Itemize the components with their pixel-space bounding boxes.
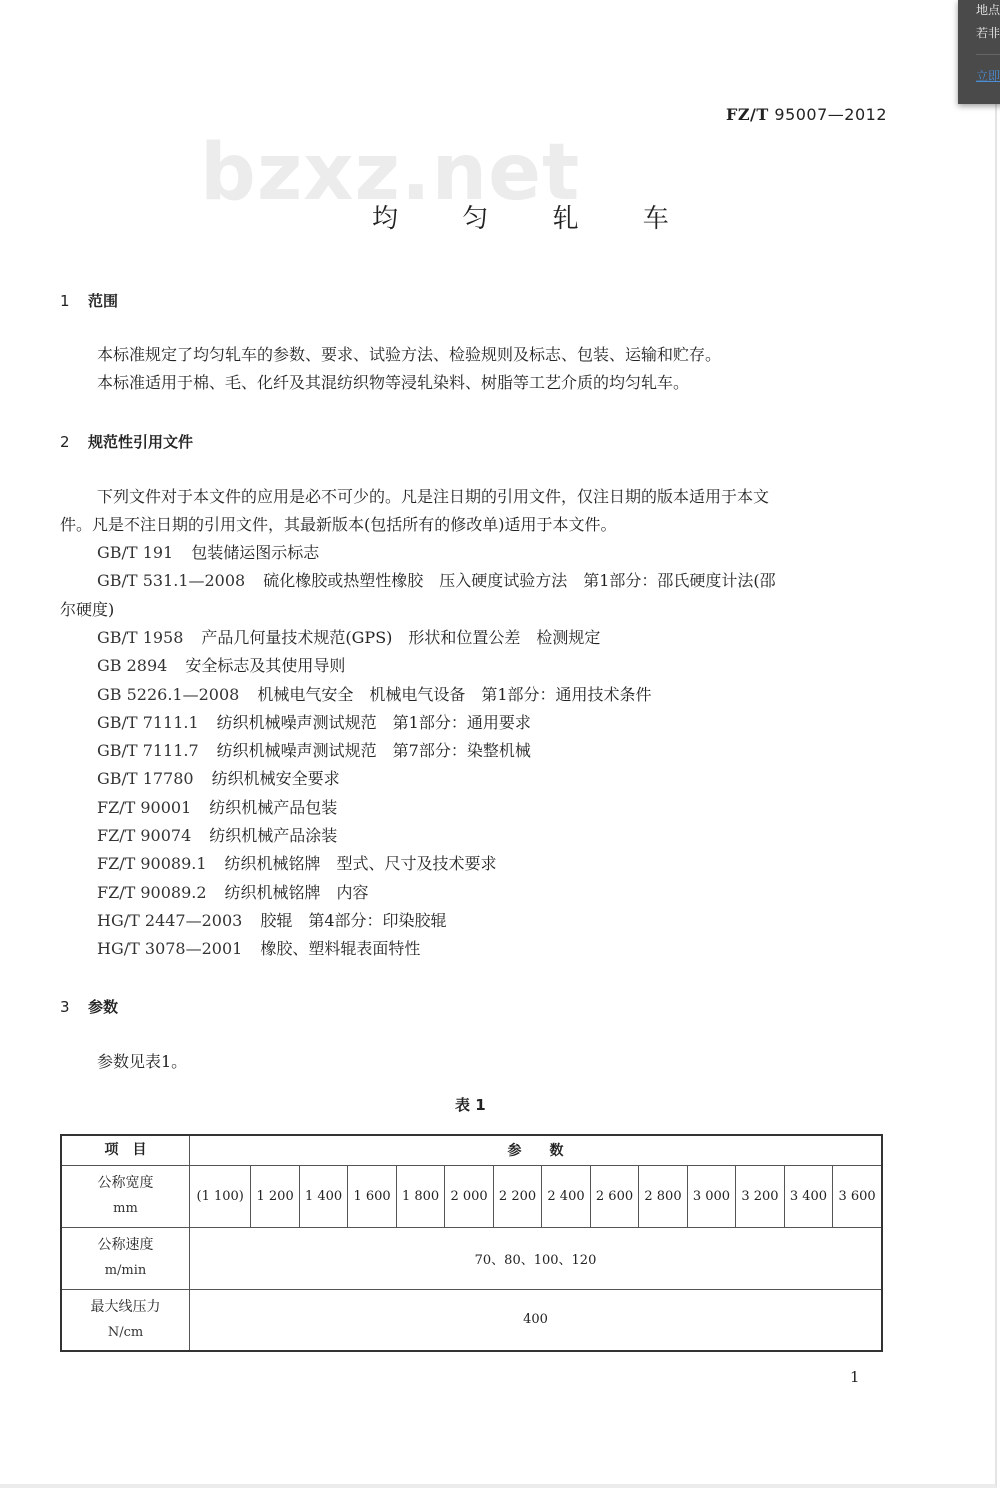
section-number: 2: [60, 433, 70, 451]
reference-title: 胶辊 第4部分：印染胶辊: [260, 910, 447, 930]
reference-title: 纺织机械噪声测试规范 第7部分：染整机械: [216, 741, 531, 761]
section-number: 3: [60, 998, 70, 1016]
reference-title: 纺织机械产品包装: [209, 797, 338, 817]
width-value-cell: 2 000: [445, 1165, 493, 1227]
width-value-cell: 3 600: [833, 1165, 882, 1227]
reference-item: [97, 907, 447, 935]
parameters-paragraph: 参数见表1。: [97, 1052, 188, 1071]
document-title: 均 匀 轧 车: [372, 204, 697, 234]
width-value-cell: 3 000: [687, 1165, 735, 1227]
popup-line-1: 地点: [976, 3, 1000, 17]
reference-item: [97, 709, 531, 737]
reference-code: GB/T 191: [97, 543, 174, 562]
header-params: 参 数: [190, 1135, 883, 1165]
section-3-heading: [60, 996, 118, 1017]
reference-item: [97, 624, 600, 652]
reference-code: FZ/T 90089.1: [97, 854, 207, 874]
table-header-row: [61, 1135, 882, 1165]
reference-code: HG/T 3078—2001: [97, 939, 243, 959]
width-value-cell: 3 400: [784, 1165, 832, 1227]
section-2-heading: [60, 431, 193, 452]
row-unit: m/min: [104, 1263, 147, 1278]
width-value-cell: 2 400: [542, 1165, 590, 1227]
pressure-value: 400: [190, 1289, 883, 1351]
reference-item: [97, 765, 340, 793]
row-label-speed: [61, 1227, 190, 1289]
row-label-width: [61, 1165, 190, 1227]
reference-item: [97, 567, 776, 595]
header-item: 项 目: [61, 1135, 190, 1165]
reference-title: 橡胶、塑料辊表面特性: [260, 939, 421, 959]
section-number: 1: [60, 292, 70, 310]
width-value-cell: 1 400: [299, 1165, 347, 1227]
width-value-cell: 1 800: [396, 1165, 444, 1227]
row-unit: mm: [113, 1201, 138, 1216]
width-value-cell: 1 200: [251, 1165, 299, 1227]
reference-item: [97, 539, 319, 567]
reference-item: [97, 879, 369, 907]
row-unit: N/cm: [107, 1324, 144, 1340]
reference-item: [97, 850, 497, 878]
reference-title: 产品几何量技术规范(GPS) 形状和位置公差 检测规定: [201, 627, 601, 647]
table-caption: 表 1: [455, 1096, 486, 1114]
speed-value: 70、80、100、120: [190, 1227, 883, 1289]
section-title: 范围: [88, 292, 119, 310]
reference-code: GB/T 7111.7: [97, 741, 199, 761]
table-row-pressure: [61, 1289, 882, 1351]
reference-code: GB/T 17780: [97, 769, 194, 789]
page-number: 1: [850, 1368, 860, 1386]
notification-popup: [958, 0, 1000, 104]
width-value-cell: 3 200: [736, 1165, 784, 1227]
width-value-cell: 2 200: [493, 1165, 541, 1227]
row-label: 公称速度: [97, 1237, 154, 1253]
reference-code: GB 2894: [97, 656, 168, 676]
reference-title: 纺织机械噪声测试规范 第1部分：通用要求: [216, 712, 531, 732]
popup-line-2: 若非: [976, 26, 1000, 40]
reference-code: GB/T 1958: [97, 627, 184, 647]
width-value-cell: (1 100): [190, 1165, 251, 1227]
reference-title: 纺织机械安全要求: [211, 769, 340, 789]
reference-title: 包装储运图示标志: [191, 543, 320, 562]
standard-code: [726, 105, 887, 124]
reference-code: HG/T 2447—2003: [97, 910, 243, 930]
width-value-cell: 1 600: [348, 1165, 396, 1227]
reference-code: FZ/T 90074: [97, 826, 192, 845]
reference-title: 纺织机械产品涂装: [209, 826, 338, 845]
reference-title: 硫化橡胶或热塑性橡胶 压入硬度试验方法 第1部分：邵氏硬度计法(邵: [263, 571, 776, 591]
reference-code: FZ/T 90001: [97, 797, 192, 817]
reference-title: 安全标志及其使用导则: [185, 656, 346, 676]
reference-item: [97, 935, 420, 963]
section-title: 规范性引用文件: [88, 433, 194, 451]
scope-paragraph-2: 本标准适用于棉、毛、化纤及其混纺织物等浸轧染料、树脂等工艺介质的均匀轧车。: [97, 373, 690, 392]
scope-paragraph-1: 本标准规定了均匀轧车的参数、要求、试验方法、检验规则及标志、包装、运输和贮存。: [97, 345, 722, 364]
table-row-width: [61, 1165, 882, 1227]
reference-item: [97, 794, 337, 822]
reference-item: [97, 737, 531, 765]
width-value-cell: 2 600: [590, 1165, 638, 1227]
row-label: 最大线压力: [90, 1298, 161, 1315]
reference-item: [97, 681, 652, 709]
section-title: 参数: [88, 998, 119, 1016]
reference-code: GB/T 7111.1: [97, 712, 199, 732]
reference-title: 纺织机械铭牌 内容: [224, 882, 369, 902]
reference-title: 机械电气安全 机械电气设备 第1部分：通用技术条件: [257, 684, 652, 704]
standard-code-prefix: FZ/T: [726, 105, 769, 124]
reference-code: GB/T 531.1—2008: [97, 571, 246, 591]
row-label: 公称宽度: [97, 1175, 154, 1191]
row-label-pressure: [61, 1289, 190, 1351]
reference-code: GB 5226.1—2008: [97, 684, 240, 704]
references-intro-line-1: 下列文件对于本文件的应用是必不可少的。凡是注日期的引用文件，仅注日期的版本适用于本文: [97, 487, 770, 506]
reference-code: FZ/T 90089.2: [97, 882, 207, 902]
table-row-speed: [61, 1227, 882, 1289]
watermark: bzxz.net: [200, 128, 581, 218]
standard-code-number: 95007—2012: [774, 105, 888, 124]
reference-item: [97, 652, 345, 680]
section-1-heading: [60, 290, 118, 311]
parameters-table: [60, 1134, 883, 1352]
references-intro-line-2: 件。凡是不注日期的引用文件，其最新版本(包括所有的修改单)适用于本文件。: [60, 515, 617, 534]
width-value-cell: 2 800: [639, 1165, 687, 1227]
popup-divider: [976, 54, 1000, 55]
reference-item: [97, 822, 337, 850]
popup-link[interactable]: 立即: [976, 69, 1000, 83]
reference-continuation: 尔硬度): [60, 599, 115, 619]
reference-title: 纺织机械铭牌 型式、尺寸及技术要求: [224, 854, 497, 874]
